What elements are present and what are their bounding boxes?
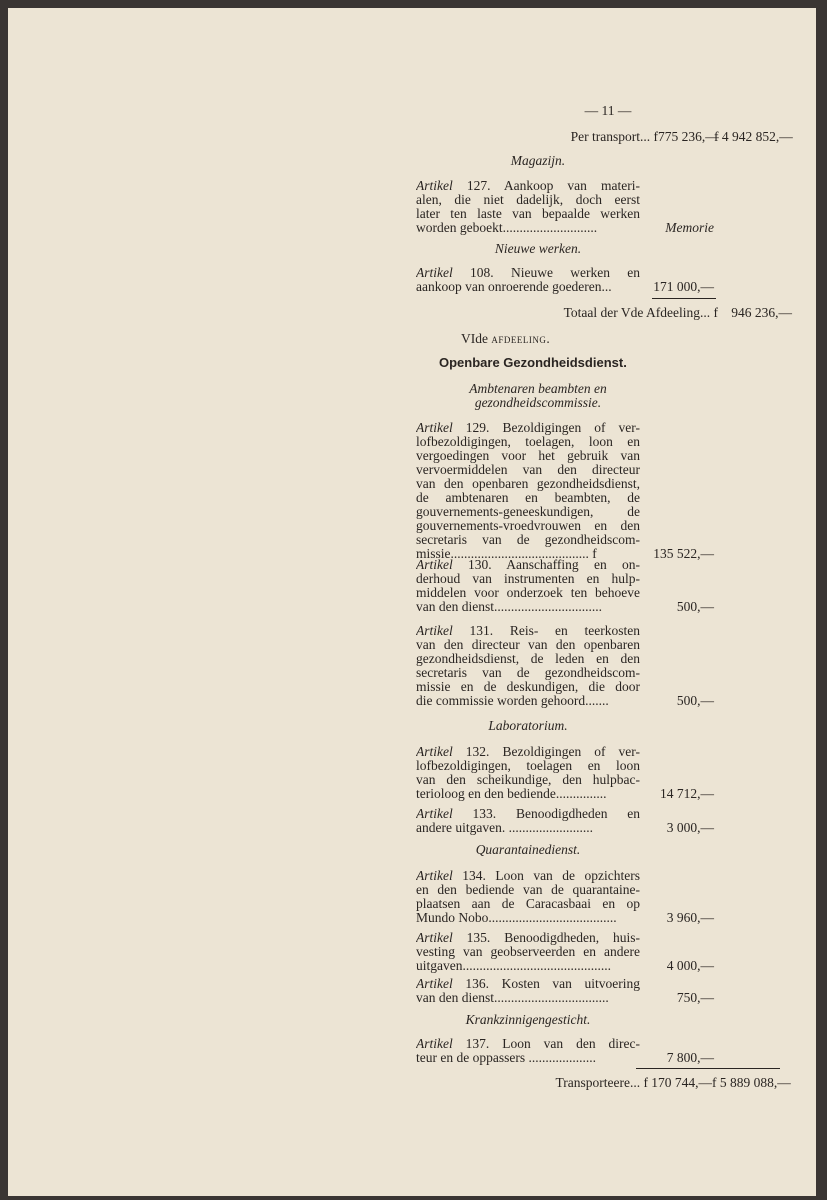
article-129-line: van den openbaren gezondheidsdienst, <box>416 477 640 491</box>
totaal-amount: 946 236,— <box>731 305 792 320</box>
article-127-line: Artikel 127. Aankoop van materi- <box>416 179 640 193</box>
article-132-line: lofbezoldigingen, toelagen en loon <box>416 759 640 773</box>
article-129-line: missie......................................... f <box>416 547 597 561</box>
article-129 <box>416 421 640 561</box>
article-108-line: Artikel 108. Nieuwe werken en <box>416 266 640 280</box>
article-129-line: Artikel 129. Bezoldigingen of ver- <box>416 421 640 435</box>
article-127-line: alen, die niet dadelijk, doch eerst <box>416 193 640 207</box>
article-137-line: Artikel 137. Loon van den direc- <box>416 1037 640 1051</box>
section-heading-krankzinnigen: Krankzinnigengesticht. <box>465 1012 591 1027</box>
transport-in-label: Per transport... f <box>570 129 658 144</box>
article-127-amount: Memorie <box>665 220 714 235</box>
total-rule-2 <box>716 1068 780 1069</box>
section-heading-laboratorium: Laboratorium. <box>488 718 568 733</box>
article-131-line: gezondheidsdienst, de leden en den <box>416 652 640 666</box>
article-131-line: Artikel 131. Reis- en teerkosten <box>416 624 640 638</box>
article-108 <box>416 266 640 294</box>
article-137-line: teur en de oppassers .................... <box>416 1051 596 1065</box>
article-135-line: uitgaven............................................ <box>416 959 611 973</box>
article-129-line: gouvernements-vroedvrouwen en den <box>416 519 640 533</box>
article-130-line: middelen voor onderzoek ten behoeve <box>416 586 640 600</box>
article-129-line: lofbezoldigingen, toelagen, loon en <box>416 435 640 449</box>
article-131-line: secretaris van de gezondheidscom- <box>416 666 640 680</box>
page-number: — 11 — <box>584 103 632 118</box>
article-130-amount: 500,— <box>676 599 714 614</box>
section-heading-quarantaine: Quarantainedienst. <box>475 842 581 857</box>
article-133-amount: 3 000,— <box>666 820 714 835</box>
article-127-line: later ten laste van bepaalde werken <box>416 207 640 221</box>
subheading-ambtenaren-line-2: gezondheidscommissie. <box>474 395 602 410</box>
article-135-line: vesting van geobserveerden en andere <box>416 945 640 959</box>
article-134-line: en den bediende van de quarantaine- <box>416 883 640 897</box>
article-131-amount: 500,— <box>676 693 714 708</box>
totaal-label: Totaal der Vde Afdeeling... f <box>563 305 718 320</box>
article-127-line: worden geboekt............................ <box>416 221 598 235</box>
article-135-line: Artikel 135. Benoodigdheden, huis- <box>416 931 640 945</box>
article-137-amount: 7 800,— <box>666 1050 714 1065</box>
article-137 <box>416 1037 640 1065</box>
article-133-line: Artikel 133. Benoodigdheden en <box>416 807 640 821</box>
article-132-line: van den scheikundige, den hulpbac- <box>416 773 640 787</box>
article-134 <box>416 869 640 925</box>
afdeeling-label: VIde afdeeling. <box>461 331 550 346</box>
article-132 <box>416 745 640 801</box>
transport-out-amount-2: f 5 889 088,— <box>712 1075 791 1090</box>
subheading-ambtenaren-line-1: Ambtenaren beambten en <box>469 381 607 396</box>
article-136-amount: 750,— <box>676 990 714 1005</box>
article-108-line: aankoop van onroerende goederen... <box>416 280 612 294</box>
article-131-line: missie en de deskundigen, die door <box>416 680 640 694</box>
article-134-line: Mundo Nobo...................................... <box>416 911 617 925</box>
transport-in-amount-2: f 4 942 852,— <box>714 129 793 144</box>
article-130-line: van den dienst................................ <box>416 600 602 614</box>
section-heading-magazijn: Magazijn. <box>510 153 566 168</box>
article-134-amount: 3 960,— <box>666 910 714 925</box>
transport-out-amount-1: 170 744,— <box>651 1075 712 1090</box>
article-129-line: secretaris van de gezondheidscom- <box>416 533 640 547</box>
document-page <box>8 8 816 1196</box>
article-134-line: Artikel 134. Loon van de opzichters <box>416 869 640 883</box>
subtotal-rule <box>652 298 716 299</box>
article-135-amount: 4 000,— <box>666 958 714 973</box>
article-133-line: andere uitgaven. ......................... <box>416 821 593 835</box>
total-rule-1 <box>636 1068 716 1069</box>
article-132-line: terioloog en den bediende............... <box>416 787 607 801</box>
article-130 <box>416 558 640 614</box>
article-129-line: de ambtenaren en beambten, de <box>416 491 640 505</box>
article-131-line: van den directeur van den openbaren <box>416 638 640 652</box>
article-129-line: gouvernements-geneeskundigen, de <box>416 505 640 519</box>
article-130-line: Artikel 130. Aanschaffing en on- <box>416 558 640 572</box>
article-131 <box>416 624 640 708</box>
section-heading-nieuwe-werken: Nieuwe werken. <box>494 241 582 256</box>
article-127 <box>416 179 640 235</box>
article-135 <box>416 931 640 973</box>
article-131-line: die commissie worden gehoord....... <box>416 694 609 708</box>
article-134-line: plaatsen aan de Caracasbaai en op <box>416 897 640 911</box>
transport-out-label: Transporteere... f <box>555 1075 648 1090</box>
article-130-line: derhoud van instrumenten en hulp- <box>416 572 640 586</box>
transport-in-amount-1: 775 236,— <box>658 129 719 144</box>
article-108-amount: 171 000,— <box>653 279 714 294</box>
article-136 <box>416 977 640 1005</box>
article-129-line: vergoedingen voor het gebruik van <box>416 449 640 463</box>
section-title: Openbare Gezondheidsdienst. <box>439 355 627 370</box>
article-133 <box>416 807 640 835</box>
article-132-amount: 14 712,— <box>660 786 714 801</box>
article-136-line: van den dienst.................................. <box>416 991 609 1005</box>
article-136-line: Artikel 136. Kosten van uitvoering <box>416 977 640 991</box>
article-129-line: vervoermiddelen van den directeur <box>416 463 640 477</box>
article-132-line: Artikel 132. Bezoldigingen of ver- <box>416 745 640 759</box>
article-129-amount: 135 522,— <box>653 546 714 561</box>
